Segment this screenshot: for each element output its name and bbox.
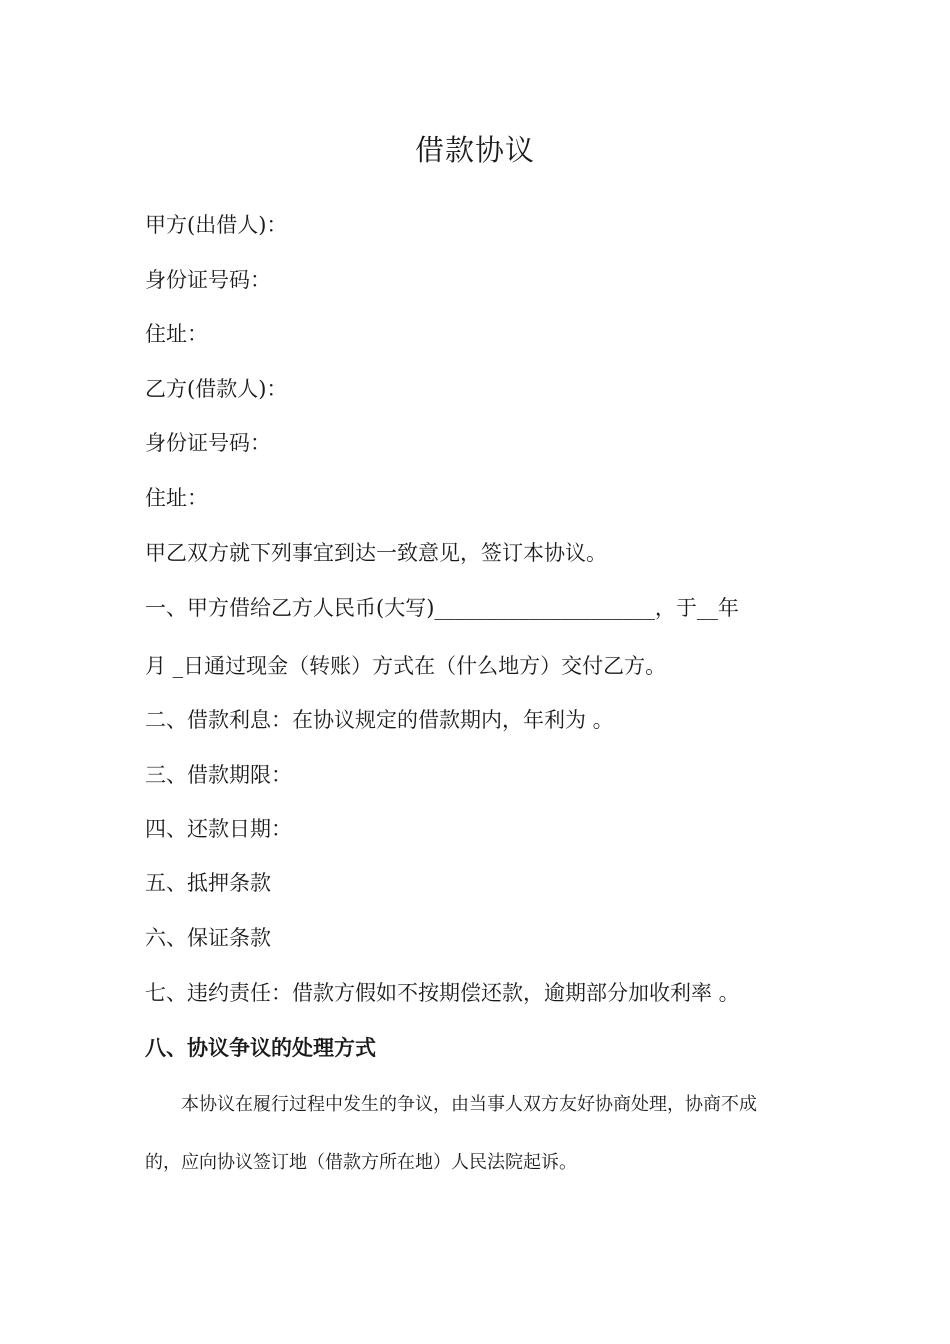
lender-address-line: 住址：	[145, 322, 208, 346]
dispute-paragraph-line-1: 本协议在履行过程中发生的争议，由当事人双方友好协商处理，协商不成	[181, 1094, 757, 1115]
section-8-heading: 八、协议争议的处理方式	[145, 1036, 376, 1060]
clause-3-term: 三、借款期限：	[145, 763, 292, 787]
document-title: 借款协议	[414, 133, 535, 167]
clause-4-repayment-date: 四、还款日期：	[145, 817, 292, 841]
lender-id-line: 身份证号码：	[145, 268, 271, 292]
clause-1-line-1: 一、甲方借给乙方人民币(大写)_____________________，于__年	[145, 596, 739, 620]
lender-name-line: 甲方(出借人)：	[145, 213, 288, 237]
clause-1-line-2: 月 _日通过现金（转账）方式在（什么地方）交付乙方。	[145, 654, 667, 678]
agreement-intro-line: 甲乙双方就下列事宜到达一致意见，签订本协议。	[145, 541, 607, 565]
clause-5-mortgage: 五、抵押条款	[145, 871, 271, 895]
borrower-address-line: 住址：	[145, 486, 208, 510]
dispute-paragraph-line-2: 的，应向协议签订地（借款方所在地）人民法院起诉。	[145, 1152, 577, 1173]
clause-6-guarantee: 六、保证条款	[145, 926, 271, 950]
borrower-name-line: 乙方(借款人)：	[145, 377, 288, 401]
clause-2-interest: 二、借款利息：在协议规定的借款期内，年利为 。	[145, 708, 614, 732]
borrower-id-line: 身份证号码：	[145, 431, 271, 455]
clause-7-liability: 七、违约责任：借款方假如不按期偿还款，逾期部分加收利率 。	[145, 981, 740, 1005]
